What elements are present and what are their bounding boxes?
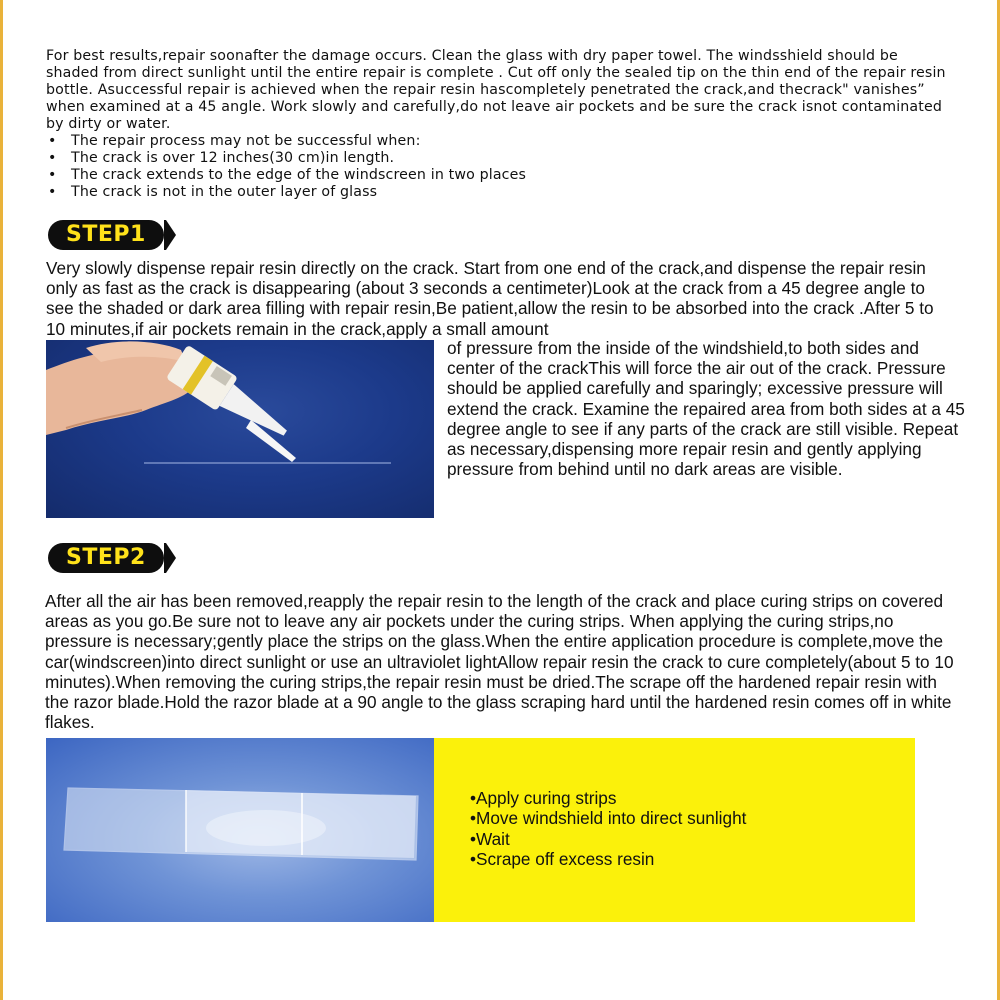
intro-paragraph: For best results,repair soonafter the damage occurs. Clean the glass with dry paper towel. The windsshield should be shaded from direct sunlight until the entire repair is complete . Cut off only the sealed tip on the thin end of the repair resin bottle. Asuccessful repair is achieved when the repair resin hascompletely penetrated the crack,and thecrack" vanishes” when examined at a 45 angle. Work slowly and carefully,do not leave air pockets and be sure the crack isnot contaminated by dirty or water. [46,48,946,132]
step1-label: STEP1 [48,220,164,250]
summary-list [470,788,746,869]
step1-paragraph: Very slowly dispense repair resin directly on the crack. Start from one end of the crack,and dispense the repair resin only as fast as the crack is disappearing (about 3 seconds a centimeter)Look at the crack from a 45 degree angle to see the shaded or dark area filling with repair resin,Be patient,allow the resin to be absorbed into the crack .After 5 to 10 minutes,if air pockets remain in the crack,apply a small amount [46,258,934,339]
step2-text [45,591,965,732]
step2-label: STEP2 [48,543,164,573]
step1-text-side [447,338,967,479]
badge-arrow-icon [164,220,176,250]
intro-section [46,48,946,201]
step1-side-paragraph: of pressure from the inside of the windshield,to both sides and center of the crackThis will force the air out of the crack. Pressure should be applied carefully and sparingly; excessive pressure will extend the crack. Examine the repaired area from both sides at a 45 degree angle to see if any parts of the crack are still visible. Repeat as necessary,dispensing more repair resin and gently applying pressure from behind until no dark areas are visible. [447,338,965,480]
list-item: • The crack is not in the outer layer of glass [46,184,946,201]
list-item: • Wait [470,829,746,849]
step2-paragraph: After all the air has been removed,reapply the repair resin to the length of the crack and place curing strips on covered areas as you go.Be sure not to leave any air pockets under the curing strips. When applying the curing strips,no pressure is necessary;gently place the strips on the glass.When the entire application procedure is complete,move the car(windscreen)into direct sunlight or use an ultraviolet lightAllow repair resin the crack to cure completely(about 5 to 10 minutes).When removing the curing strips,the repair resin must be dried.The scrape off the hardened repair resin with the razor blade.Hold the razor blade at a 90 angle to the glass scraping hard until the hardened resin comes off in white flakes. [45,591,954,733]
step2-badge [48,543,176,573]
curing-strip-photo [46,738,434,922]
list-item: • The crack extends to the edge of the windscreen in two places [46,167,946,184]
list-item: • Move windshield into direct sunlight [470,808,746,828]
badge-arrow-icon [164,543,176,573]
list-item: • The repair process may not be successful when: [46,133,946,150]
list-item: • Apply curing strips [470,788,746,808]
curing-strip-illustration [46,738,434,922]
hand-bottle-illustration [46,340,434,518]
list-item: • The crack is over 12 inches(30 cm)in length. [46,150,946,167]
step1-text-top [46,258,956,339]
list-item: • Scrape off excess resin [470,849,746,869]
step1-badge [48,220,176,250]
resin-application-photo [46,340,434,518]
left-edge-rule [0,0,3,1000]
intro-bullet-list [46,133,946,201]
